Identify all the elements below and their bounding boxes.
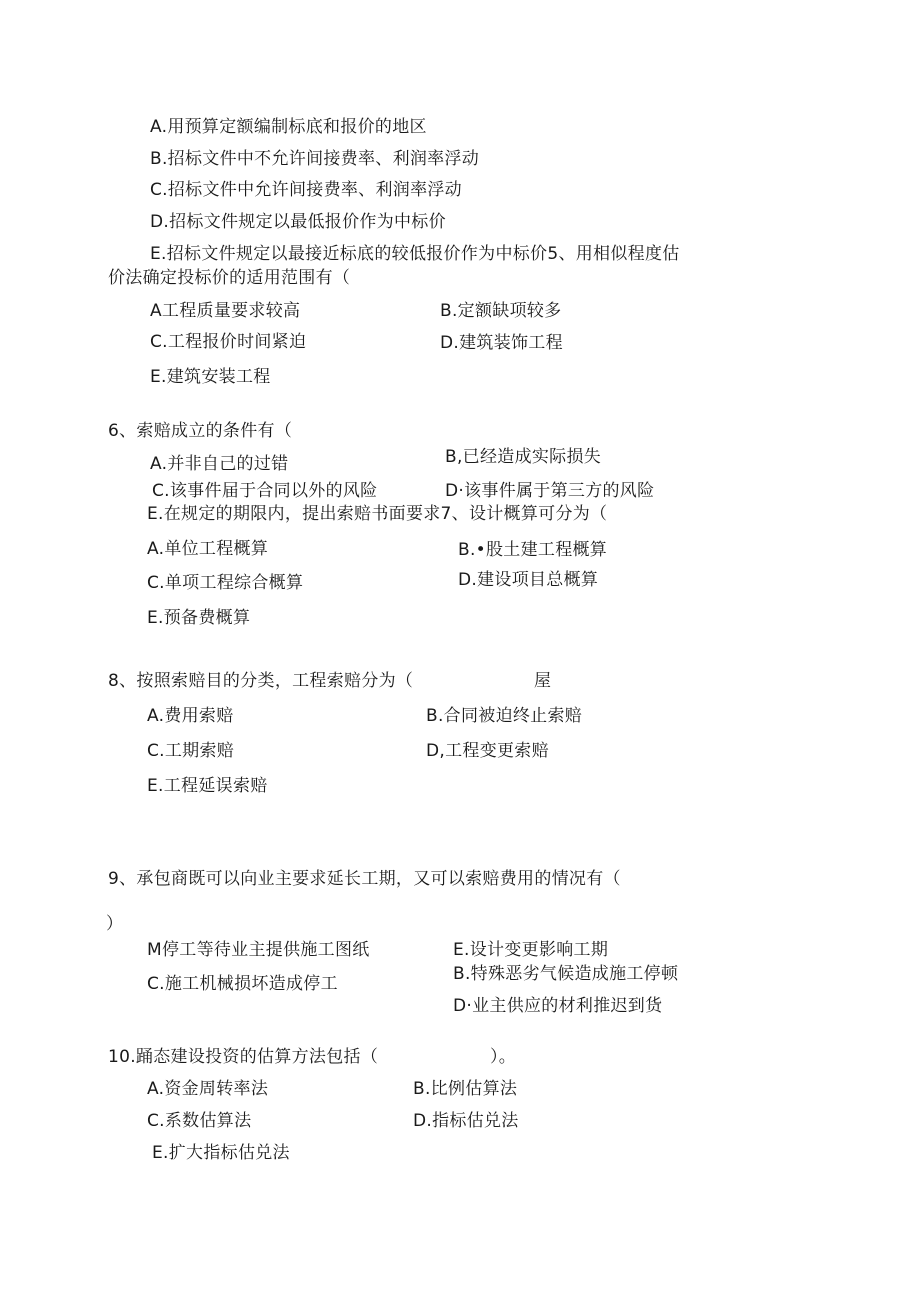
q9-option-c: C.施工机械损坏造成停工 [147,974,338,994]
q8-option-b: B.合同被迫终止索赔 [426,706,583,726]
q5-option-a: A工程质量要求较高 [150,301,301,321]
q9-option-d: D·业主供应的材利推迟到货 [453,996,663,1016]
q9-question-close: ） [106,914,124,934]
q9-option-e: E.设计变更影响工期 [453,940,609,960]
q10-option-a: A.资金周转率法 [147,1079,269,1099]
q5-option-c: C.工程报价时间紧迫 [150,332,307,352]
q6-option-a: A.并非自己的过错 [150,454,289,474]
q8-stray-mark: 屋 [534,671,552,691]
q5-option-b: B.定额缺项较多 [440,301,562,321]
q8-option-a: A.费用索赔 [147,706,234,726]
q8-option-c: C.工期索赔 [147,741,235,761]
q4-option-a: A.用预算定额编制标底和报价的地区 [150,117,427,137]
q4-option-d: D.招标文件规定以最低报价作为中标价 [150,212,446,232]
q9-option-b: B.特殊恶劣气候造成施工停顿 [453,964,679,984]
q6-option-d: D·该事件属于第三方的风险 [445,481,655,501]
q10-option-b: B.比例估算法 [413,1079,518,1099]
q7-option-c: C.单项工程综合概算 [147,573,304,593]
q6-option-e-with-q7-start: E.在规定的期限内，提出索赔书面要求7、设计概算可分为（ [147,504,608,524]
q8-question: 8、按照索赔目的分类，工程索赔分为（ [108,671,414,691]
q10-option-e: E.扩大指标估兑法 [152,1143,290,1163]
q10-option-c: C.系数估算法 [147,1111,252,1131]
q10-question-close: ）。 [490,1047,517,1067]
q9-option-m: M停工等待业主提供施工图纸 [147,940,370,960]
q7-option-a: A.单位工程概算 [147,539,269,559]
q5-question-continued: 价法确定投标价的适用范围有（ [108,268,351,288]
q4-option-e-with-q5-start: E.招标文件规定以最接近标底的较低报价作为中标价5、用相似程度估 [150,244,680,264]
q5-option-d: D.建筑装饰工程 [440,333,563,353]
q7-option-e: E.预备费概算 [147,608,251,628]
q10-question: 10.踊态建设投资的估算方法包括（ [108,1047,379,1067]
q8-option-d: D,工程变更索赔 [426,741,549,761]
q6-option-c: C.该事件届于合同以外的风险 [152,481,378,501]
q4-option-b: B.招标文件中不允许间接费率、利润率浮动 [150,149,480,169]
q7-option-d: D.建设项目总概算 [458,570,599,590]
q5-option-e: E.建筑安装工程 [150,367,271,387]
q10-option-d: D.指标估兑法 [413,1111,519,1131]
q8-option-e: E.工程延误索赔 [147,776,268,796]
q7-option-b: B.•股土建工程概算 [458,540,608,560]
q9-question: 9、承包商既可以向业主要求延长工期，又可以索赔费用的情况有（ [108,869,621,889]
q6-option-b: B,已经造成实际损失 [445,447,602,467]
q6-question: 6、索赔成立的条件有（ [108,421,293,441]
q4-option-c: C.招标文件中允许间接费率、利润率浮动 [150,180,462,200]
